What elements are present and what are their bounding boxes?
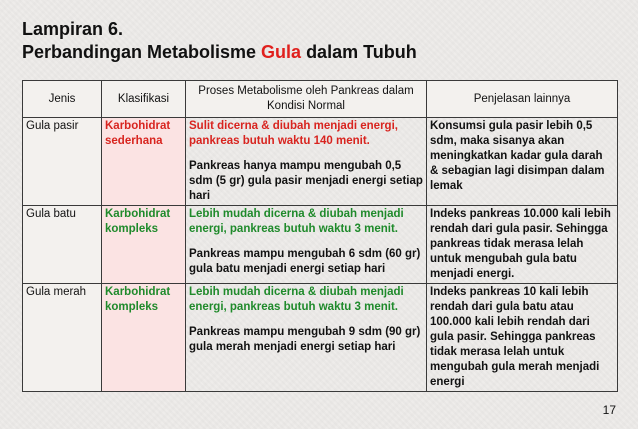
header-jenis: Jenis [23,81,102,118]
cell-penjelasan: Indeks pankreas 10.000 kali lebih rendah dari gula pasir. Sehingga pankreas tidak merasa lelah untuk mengubah gula batu menjadi energi. [427,206,618,284]
cell-proses [186,284,427,392]
cell-jenis: Gula pasir [23,118,102,206]
table-row [23,284,618,392]
cell-penjelasan: Indeks pankreas 10 kali lebih rendah dari gula batu atau 100.000 kali lebih rendah dari gula pasir. Sehingga pankreas tidak merasa lelah untuk mengubah gula merah menjadi energi [427,284,618,392]
header-klasifikasi: Klasifikasi [102,81,186,118]
cell-proses [186,206,427,284]
proses-detail: Pankreas mampu mengubah 9 sdm (90 gr) gula merah menjadi energi setiap hari [189,326,421,353]
cell-proses [186,118,427,206]
proses-highlight: Lebih mudah dicerna & diubah menjadi energi, pankreas butuh waktu 3 menit. [189,286,404,313]
table-header-row [23,81,618,118]
page-title-line1: Lampiran 6. [22,19,124,39]
comparison-table [22,80,618,392]
cell-klasifikasi: Karbohidrat sederhana [102,118,186,206]
proses-highlight: Sulit dicerna & diubah menjadi energi, pankreas butuh waktu 140 menit. [189,120,398,147]
title-text-after: dalam Tubuh [301,42,417,62]
cell-penjelasan: Konsumsi gula pasir lebih 0,5 sdm, maka sisanya akan meningkatkan kadar gula darah & sebagian lagi disimpan dalam lemak [427,118,618,206]
cell-klasifikasi: Karbohidrat kompleks [102,206,186,284]
proses-highlight: Lebih mudah dicerna & diubah menjadi energi, pankreas butuh waktu 3 menit. [189,208,404,235]
proses-detail: Pankreas hanya mampu mengubah 0,5 sdm (5 gr) gula pasir menjadi energi setiap hari [189,160,423,202]
header-penjelasan: Penjelasan lainnya [427,81,618,118]
title-highlight-gula: Gula [261,42,302,62]
cell-klasifikasi: Karbohidrat kompleks [102,284,186,392]
header-proses: Proses Metabolisme oleh Pankreas dalam Kondisi Normal [186,81,427,118]
page-title-line2 [22,42,417,62]
table-row [23,206,618,284]
title-text-before: Perbandingan Metabolisme [22,42,262,62]
table-row [23,118,618,206]
page-number: 17 [602,403,616,417]
cell-jenis: Gula batu [23,206,102,284]
proses-detail: Pankreas mampu mengubah 6 sdm (60 gr) gula batu menjadi energi setiap hari [189,248,421,275]
cell-jenis: Gula merah [23,284,102,392]
